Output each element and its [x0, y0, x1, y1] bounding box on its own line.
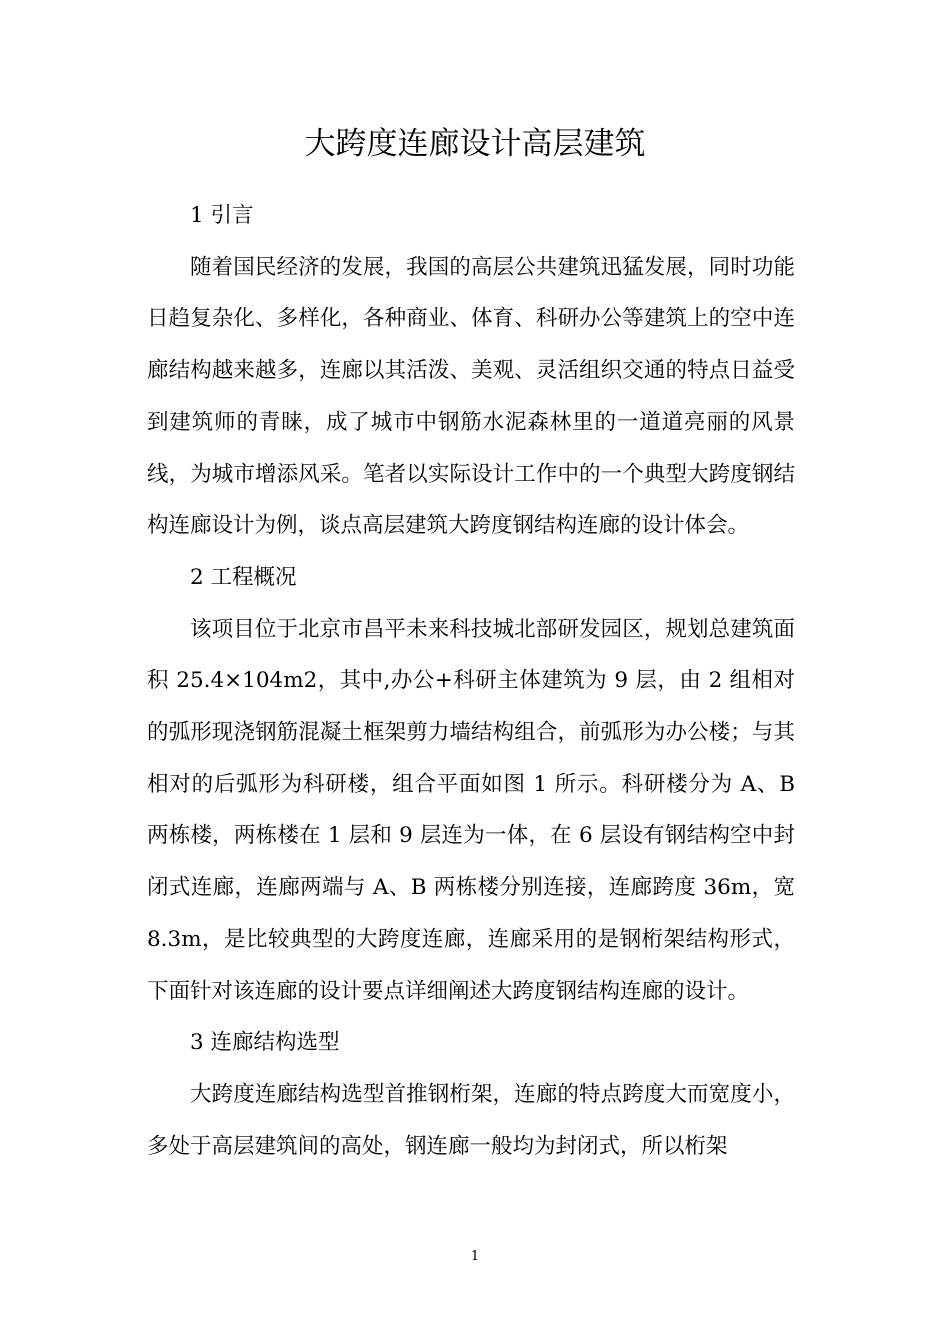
paragraph-project-overview: 该项目位于北京市昌平未来科技城北部研发园区，规划总建筑面积 25.4×104m2，其中,办公+科研主体建筑为 9 层，由 2 组相对的弧形现浇钢筋混凝土框架剪力墙结构组合，前弧形为办公楼；与其相对的后弧形为科研楼，组合平面如图 1 所示。科研楼分为 A、B 两栋楼，两栋楼在 1 层和 9 层连为一体，在 6 层设有钢结构空中封闭式连廊，连廊两端与 A、B 两栋楼分别连接，连廊跨度 36m，宽 8.3m，是比较典型的大跨度连廊，连廊采用的是钢桁架结构形式，下面针对该连廊的设计要点详细阐述大跨度钢结构连廊的设计。 [147, 616, 795, 1004]
document-body [147, 190, 795, 1172]
section-heading-introduction: 1 引言 [190, 203, 254, 228]
section-heading-project-overview: 2 工程概况 [190, 564, 297, 590]
page-title: 大跨度连廊设计高层建筑 [304, 126, 646, 162]
section-heading-structure-selection: 3 连廊结构选型 [190, 1030, 340, 1056]
page-number: 1 [470, 1249, 480, 1264]
paragraph-introduction: 随着国民经济的发展，我国的高层公共建筑迅猛发展，同时功能日趋复杂化、多样化，各种商业、体育、科研办公等建筑上的空中连廊结构越来越多，连廊以其活泼、美观、灵活组织交通的特点日益受到建筑师的青睐，成了城市中钢筋水泥森林里的一道道亮丽的风景线，为城市增添风采。笔者以实际设计工作中的一个典型大跨度钢结构连廊设计为例，谈点高层建筑大跨度钢结构连廊的设计体会。 [147, 254, 795, 539]
paragraph-structure-selection: 大跨度连廊结构选型首推钢桁架，连廊的特点跨度大而宽度小，多处于高层建筑间的高处，钢连廊一般均为封闭式，所以桁架 [147, 1081, 795, 1159]
